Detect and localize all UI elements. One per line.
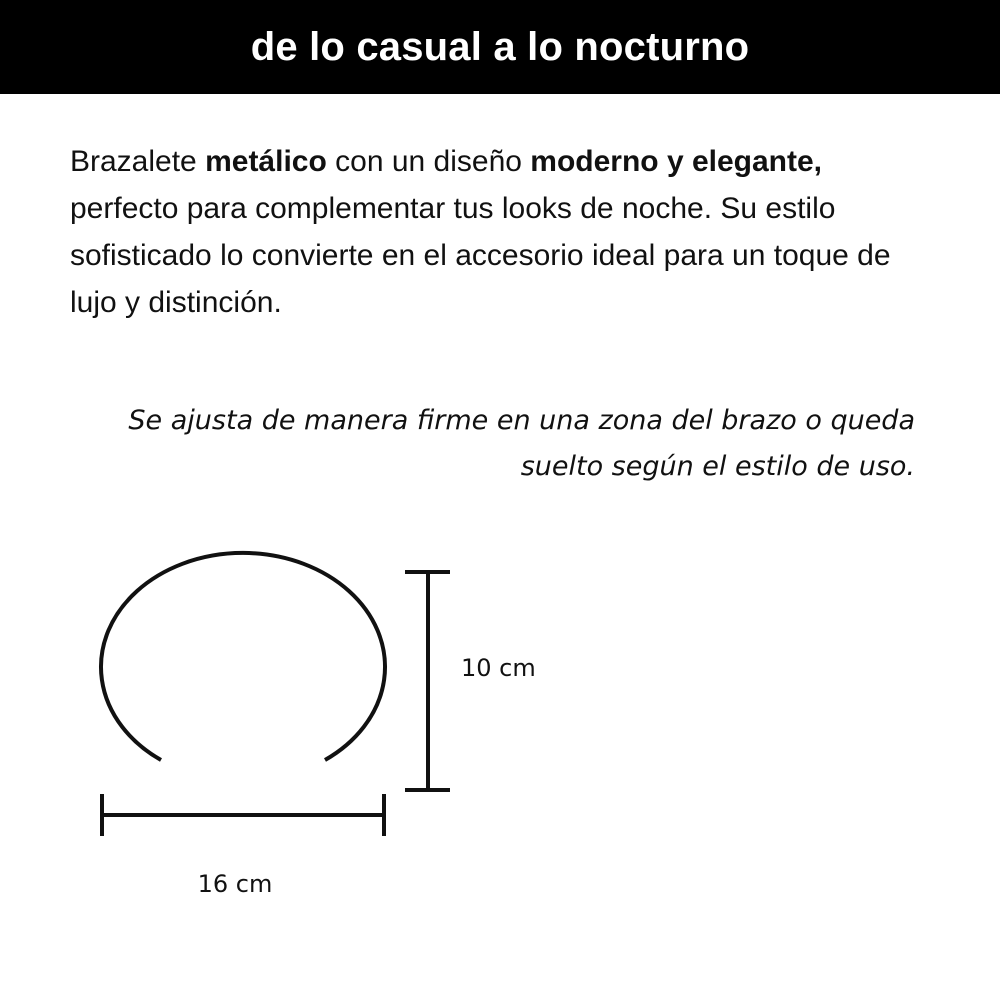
header-title: de lo casual a lo nocturno bbox=[250, 25, 750, 69]
description-part: Brazalete bbox=[70, 145, 206, 178]
fit-note bbox=[60, 398, 915, 490]
fit-note-line-2: suelto según el estilo de uso. bbox=[520, 451, 915, 482]
description-part: con un diseño bbox=[326, 145, 531, 178]
height-dimension bbox=[405, 572, 536, 790]
width-label: 16 cm bbox=[197, 870, 273, 898]
description-part: perfecto para complementar tus looks de noche. Su estilo sofisticado lo convierte en el accesorio ideal para un toque de lujo y distinción. bbox=[70, 192, 891, 319]
product-description bbox=[70, 138, 930, 326]
fit-note-line-1: Se ajusta de manera firme en una zona del brazo o queda bbox=[128, 405, 915, 436]
width-dimension bbox=[102, 794, 384, 898]
description-bold-metalico: metálico bbox=[205, 145, 327, 178]
header-bar bbox=[0, 0, 1000, 94]
height-label: 10 cm bbox=[461, 654, 536, 682]
description-bold-moderno-elegante: moderno y elegante, bbox=[530, 145, 823, 178]
bracelet-outline bbox=[101, 553, 385, 760]
